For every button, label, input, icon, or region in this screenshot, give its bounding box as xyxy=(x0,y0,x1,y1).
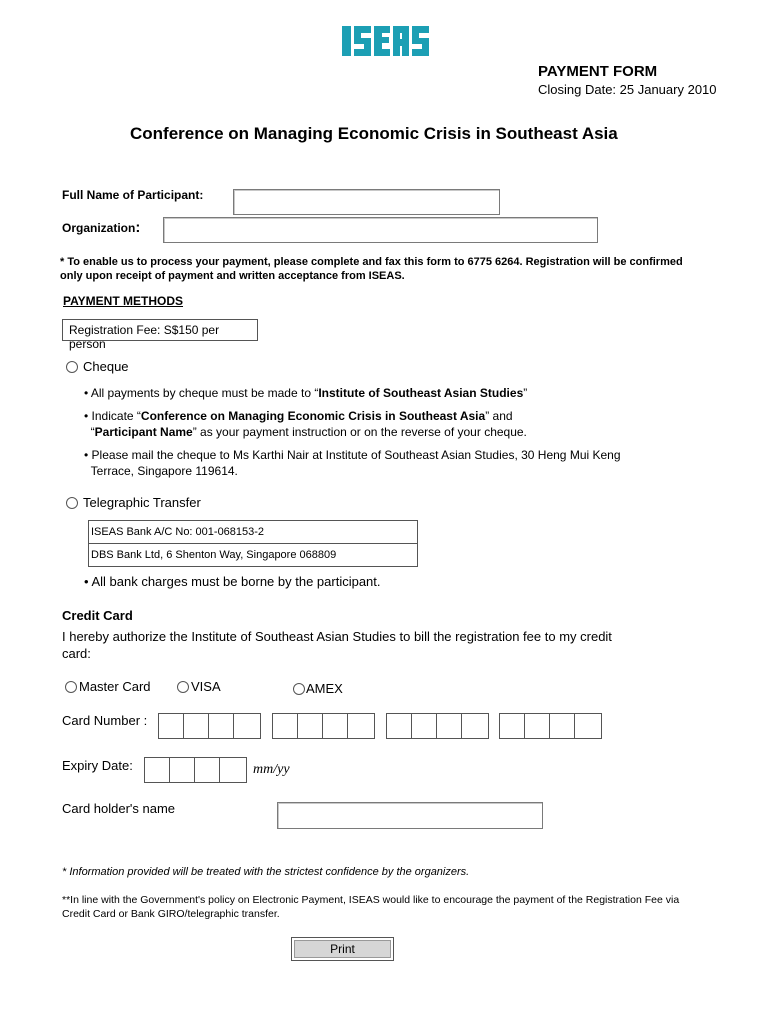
mastercard-label: Master Card xyxy=(79,679,151,694)
cheque-bullet-mail: • Please mail the cheque to Ms Karthi Nair at Institute of Southeast Asian Studies, 30 Heng Mui Keng Terrace, Singapore 119614. xyxy=(84,448,621,478)
bank-charges-note: • All bank charges must be borne by the participant. xyxy=(84,574,381,589)
full-name-label: Full Name of Participant: xyxy=(62,188,204,202)
conference-title: Conference on Managing Economic Crisis in Southeast Asia xyxy=(130,124,618,143)
card-holder-label: Card holder's name xyxy=(62,801,176,816)
payment-methods-heading: PAYMENT METHODS xyxy=(63,294,184,308)
telegraphic-label: Telegraphic Transfer xyxy=(83,495,201,510)
form-title: PAYMENT FORM xyxy=(538,63,658,80)
amex-label: AMEX xyxy=(306,681,343,696)
confidentiality-note: * Information provided will be treated with the strictest confidence by the organizers. xyxy=(62,866,470,878)
mastercard-radio[interactable] xyxy=(65,681,77,693)
telegraphic-radio[interactable] xyxy=(66,497,78,509)
cheque-radio[interactable] xyxy=(66,361,78,373)
expiry-format-hint: mm/yy xyxy=(253,762,290,777)
expiry-label: Expiry Date: xyxy=(62,758,133,773)
card-holder-input[interactable] xyxy=(277,802,543,829)
bank-address: DBS Bank Ltd, 6 Shenton Way, Singapore 068809 xyxy=(91,549,337,561)
cheque-label: Cheque xyxy=(83,359,129,374)
organization-input[interactable] xyxy=(163,217,598,243)
print-button[interactable] xyxy=(291,937,394,961)
iseas-logo xyxy=(340,22,430,65)
card-number-label: Card Number : xyxy=(62,713,148,728)
epayment-policy: **In line with the Government's policy on Electronic Payment, ISEAS would like to encourage the payment of the Registration Fee via Credit Card or Bank GIRO/telegraphic transfer. xyxy=(62,894,680,920)
amex-radio[interactable] xyxy=(293,683,305,695)
card-number-group-4[interactable] xyxy=(499,713,602,739)
bank-account: ISEAS Bank A/C No: 001-068153-2 xyxy=(89,521,417,544)
full-name-input[interactable] xyxy=(233,189,500,215)
card-number-group-3[interactable] xyxy=(386,713,489,739)
fax-notice: * To enable us to process your payment, please complete and fax this form to 6775 6264. Registration will be confirmed only upon receipt of payment and written acceptance from ISEAS. xyxy=(60,256,683,282)
print-label: Print xyxy=(330,942,355,956)
bank-details-box xyxy=(88,520,418,567)
organization-label: Organization: xyxy=(62,219,141,236)
visa-label: VISA xyxy=(191,679,221,694)
closing-date: Closing Date: 25 January 2010 xyxy=(538,82,717,97)
credit-authorization: I hereby authorize the Institute of Southeast Asian Studies to bill the registration fee to my credit card: xyxy=(62,629,612,661)
registration-fee-box: Registration Fee: S$150 per person xyxy=(62,319,258,341)
visa-radio[interactable] xyxy=(177,681,189,693)
card-number-group-1[interactable] xyxy=(158,713,261,739)
credit-card-heading: Credit Card xyxy=(62,608,133,623)
expiry-input[interactable] xyxy=(144,757,247,783)
card-number-group-2[interactable] xyxy=(272,713,375,739)
cheque-bullet-indicate: • Indicate “Conference on Managing Economic Crisis in Southeast Asia” and “Participant Name” as your payment instruction or on the reverse of your cheque. xyxy=(84,409,527,439)
cheque-bullet-payee: • All payments by cheque must be made to “Institute of Southeast Asian Studies” xyxy=(84,386,528,400)
